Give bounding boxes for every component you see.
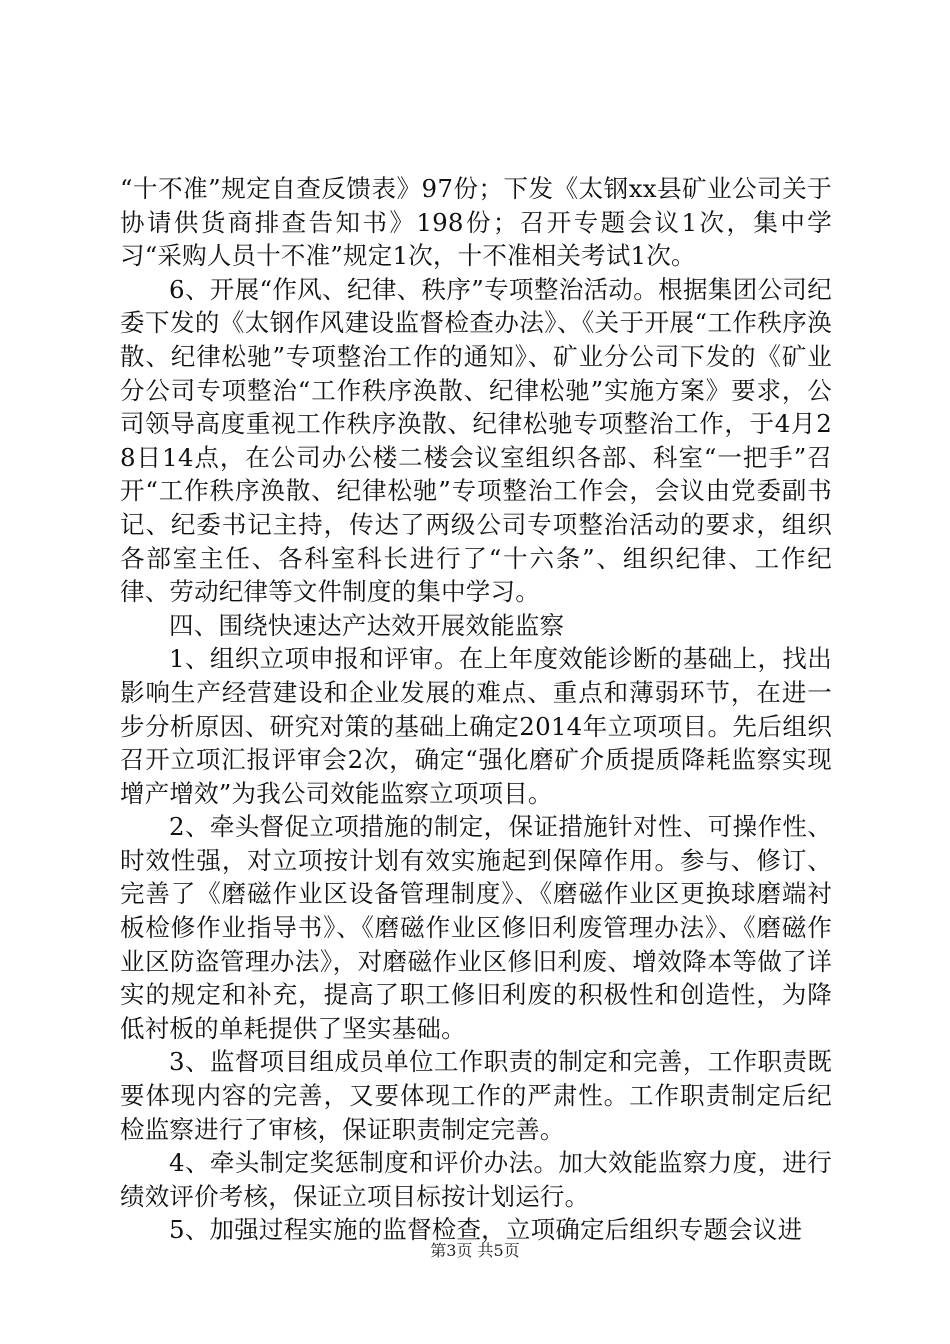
paragraph-procurement-self-check: “十不准”规定自查反馈表》97份；下发《太钢xx县矿业公司关于协请供货商排查告知书》198份；召开专题会议1次，集中学习“采购人员十不准”规定1次，十不准相关考试1次。: [120, 174, 832, 271]
paragraph-item-6-rectification: 6、开展“作风、纪律、秩序”专项整治活动。根据集团公司纪委下发的《太钢作风建设监督检查办法》、《关于开展“工作秩序涣散、纪律松驰”专项整治工作的通知》、矿业分公司下发的《矿业分公司专项整治“工作秩序涣散、纪律松驰”实施方案》要求，公司领导高度重视工作秩序涣散、纪律松驰专项整治工作，于4月28日14点，在公司办公楼二楼会议室组织各部、科室“一把手”召开“工作秩序涣散、纪律松驰”专项整治工作会，会议由党委副书记、纪委书记主持，传达了两级公司专项整治活动的要求，组织各部室主任、各科室科长进行了“十六条”、组织纪律、工作纪律、劳动纪律等文件制度的集中学习。: [120, 274, 832, 607]
paragraph-item-5-process-supervision: 5、加强过程实施的监督检查，立项确定后组织专题会议进: [169, 1215, 803, 1245]
page-number-footer: 第3页 共5页: [430, 1241, 520, 1260]
paragraph-item-3-responsibilities: 3、监督项目组成员单位工作职责的制定和完善，工作职责既要体现内容的完善，又要体现工作的严肃性。工作职责制定后纪检监察进行了审核，保证职责制定完善。: [120, 1047, 832, 1144]
section-heading-efficiency-supervision: 四、围绕快速达产达效开展效能监察: [169, 610, 565, 640]
paragraph-item-2-measures: 2、牵头督促立项措施的制定，保证措施针对性、可操作性、时效性强，对立项按计划有效实施起到保障作用。参与、修订、完善了《磨磁作业区设备管理制度》、《磨磁作业区更换球磨端衬板检修作业指导书》、《磨磁作业区修旧利废管理办法》、《磨磁作业区防盗管理办法》，对磨磁作业区修旧利废、增效降本等做了详实的规定和补充，提高了职工修旧利废的积极性和创造性，为降低衬板的单耗提供了坚实基础。: [120, 812, 832, 1043]
paragraph-item-4-rewards: 4、牵头制定奖惩制度和评价办法。加大效能监察力度，进行绩效评价考核，保证立项目标按计划运行。: [120, 1148, 832, 1211]
document-body: [120, 172, 832, 1247]
paragraph-item-1-project-review: 1、组织立项申报和评审。在上年度效能诊断的基础上，找出影响生产经营建设和企业发展的难点、重点和薄弱环节，在进一步分析原因、研究对策的基础上确定2014年立项项目。先后组织召开立项汇报评审会2次，确定“强化磨矿介质提质降耗监察实现增产增效”为我公司效能监察立项项目。: [120, 644, 832, 808]
